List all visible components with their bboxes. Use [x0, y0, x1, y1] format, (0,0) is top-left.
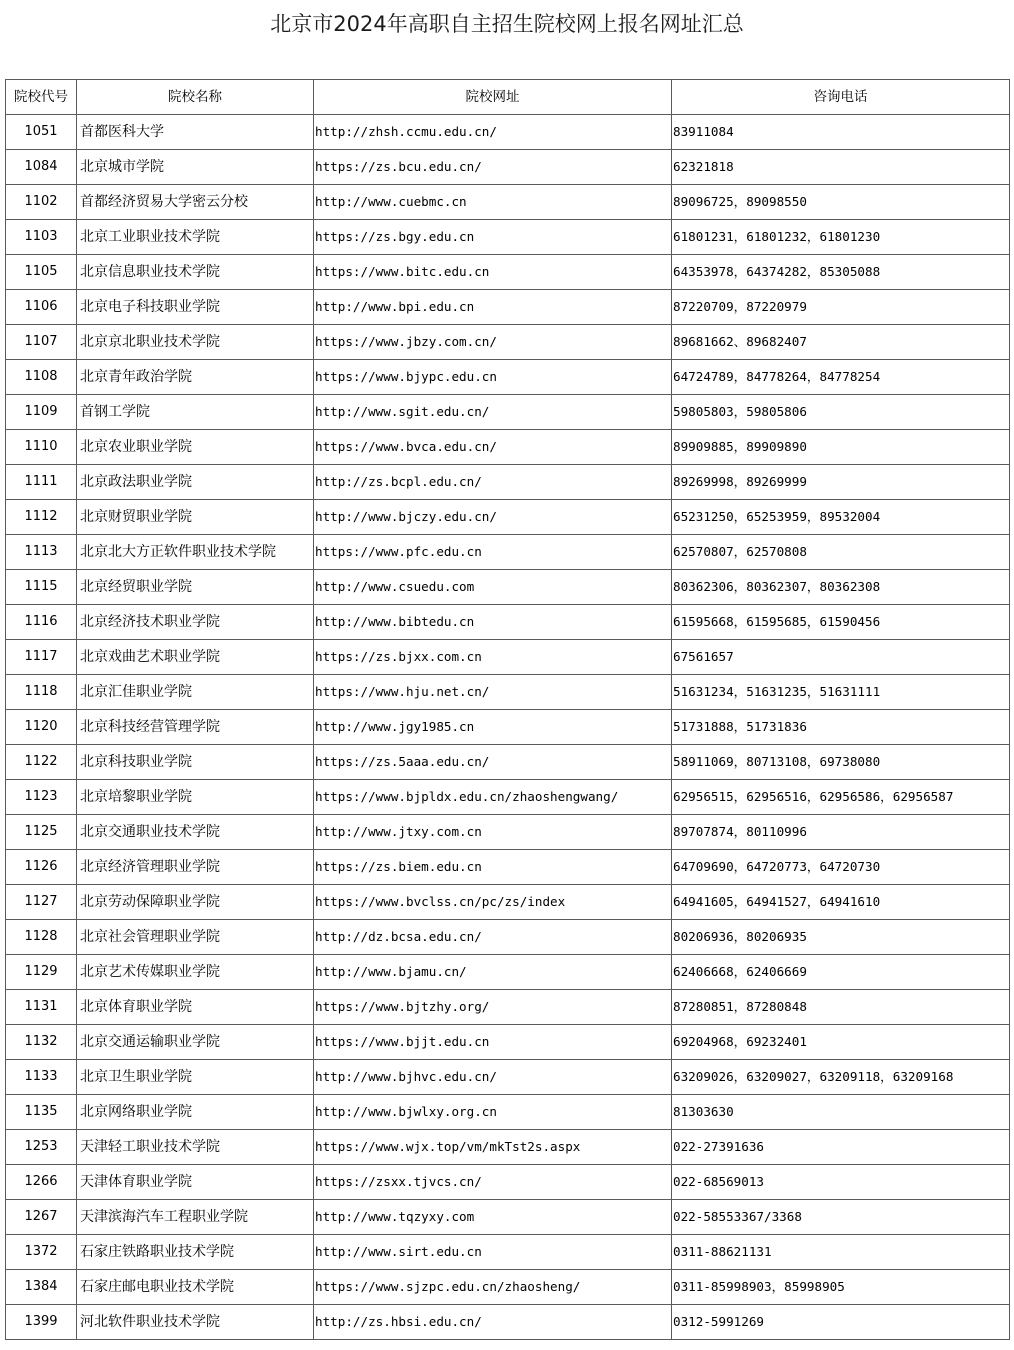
school-name-cell: 北京卫生职业学院 [77, 1060, 314, 1095]
table-row [6, 850, 1010, 885]
table-row [6, 1200, 1010, 1235]
header-code: 院校代号 [6, 80, 77, 115]
table-row [6, 815, 1010, 850]
school-url-link[interactable]: http://zs.hbsi.edu.cn/ [314, 1305, 672, 1340]
table-row [6, 605, 1010, 640]
school-code-cell: 1105 [6, 255, 77, 290]
school-url-link[interactable]: http://www.sirt.edu.cn [314, 1235, 672, 1270]
school-code-cell: 1102 [6, 185, 77, 220]
table-row [6, 1270, 1010, 1305]
phone-cell: 64724789，84778264，84778254 [672, 360, 1010, 395]
school-code-cell: 1113 [6, 535, 77, 570]
school-code-cell: 1103 [6, 220, 77, 255]
school-name-cell: 首钢工学院 [77, 395, 314, 430]
phone-cell: 61595668，61595685，61590456 [672, 605, 1010, 640]
school-url-link[interactable]: https://zsxx.tjvcs.cn/ [314, 1165, 672, 1200]
school-code-cell: 1384 [6, 1270, 77, 1305]
phone-cell: 81303630 [672, 1095, 1010, 1130]
phone-cell: 64353978，64374282，85305088 [672, 255, 1010, 290]
school-url-link[interactable]: https://www.bjypc.edu.cn [314, 360, 672, 395]
school-url-link[interactable]: https://zs.5aaa.edu.cn/ [314, 745, 672, 780]
school-name-cell: 北京汇佳职业学院 [77, 675, 314, 710]
table-row [6, 430, 1010, 465]
school-name-cell: 北京北大方正软件职业技术学院 [77, 535, 314, 570]
phone-cell: 83911084 [672, 115, 1010, 150]
school-url-link[interactable]: https://zs.biem.edu.cn [314, 850, 672, 885]
school-code-cell: 1267 [6, 1200, 77, 1235]
school-name-cell: 北京科技经营管理学院 [77, 710, 314, 745]
school-url-link[interactable]: https://www.bjtzhy.org/ [314, 990, 672, 1025]
school-name-cell: 北京财贸职业学院 [77, 500, 314, 535]
phone-cell: 80206936，80206935 [672, 920, 1010, 955]
school-url-link[interactable]: http://www.csuedu.com [314, 570, 672, 605]
school-name-cell: 河北软件职业技术学院 [77, 1305, 314, 1340]
table-row [6, 920, 1010, 955]
phone-cell: 022-27391636 [672, 1130, 1010, 1165]
phone-cell: 67561657 [672, 640, 1010, 675]
school-code-cell: 1129 [6, 955, 77, 990]
school-code-cell: 1122 [6, 745, 77, 780]
phone-cell: 89096725，89098550 [672, 185, 1010, 220]
school-name-cell: 北京培黎职业学院 [77, 780, 314, 815]
phone-cell: 87280851，87280848 [672, 990, 1010, 1025]
school-name-cell: 北京科技职业学院 [77, 745, 314, 780]
school-code-cell: 1399 [6, 1305, 77, 1340]
school-code-cell: 1109 [6, 395, 77, 430]
page-title: 北京市2024年高职自主招生院校网上报名网址汇总 [270, 12, 744, 36]
school-name-cell: 首都医科大学 [77, 115, 314, 150]
school-name-cell: 北京经贸职业学院 [77, 570, 314, 605]
header-name: 院校名称 [77, 80, 314, 115]
table-row [6, 1130, 1010, 1165]
school-name-cell: 北京城市学院 [77, 150, 314, 185]
phone-cell: 58911069，80713108，69738080 [672, 745, 1010, 780]
school-code-cell: 1110 [6, 430, 77, 465]
phone-cell: 022-68569013 [672, 1165, 1010, 1200]
phone-cell: 64941605，64941527，64941610 [672, 885, 1010, 920]
phone-cell: 0311-85998903，85998905 [672, 1270, 1010, 1305]
school-code-cell: 1132 [6, 1025, 77, 1060]
school-code-cell: 1266 [6, 1165, 77, 1200]
school-code-cell: 1111 [6, 465, 77, 500]
school-name-cell: 北京网络职业学院 [77, 1095, 314, 1130]
school-name-cell: 天津滨海汽车工程职业学院 [77, 1200, 314, 1235]
table-row [6, 465, 1010, 500]
school-name-cell: 北京经济管理职业学院 [77, 850, 314, 885]
table-row [6, 780, 1010, 815]
phone-cell: 62570807，62570808 [672, 535, 1010, 570]
table-row [6, 990, 1010, 1025]
schools-table [5, 79, 1010, 1340]
school-url-link[interactable]: http://www.cuebmc.cn [314, 185, 672, 220]
table-row [6, 570, 1010, 605]
school-name-cell: 石家庄铁路职业技术学院 [77, 1235, 314, 1270]
school-url-link[interactable]: https://www.bjjt.edu.cn [314, 1025, 672, 1060]
school-url-link[interactable]: https://www.sjzpc.edu.cn/zhaosheng/ [314, 1270, 672, 1305]
school-url-link[interactable]: http://zhsh.ccmu.edu.cn/ [314, 115, 672, 150]
school-code-cell: 1120 [6, 710, 77, 745]
school-code-cell: 1123 [6, 780, 77, 815]
school-url-link[interactable]: https://www.pfc.edu.cn [314, 535, 672, 570]
school-url-link[interactable]: https://www.jbzy.com.cn/ [314, 325, 672, 360]
phone-cell: 89707874，80110996 [672, 815, 1010, 850]
table-row [6, 1060, 1010, 1095]
phone-cell: 87220709，87220979 [672, 290, 1010, 325]
table-row [6, 185, 1010, 220]
school-url-link[interactable]: http://www.bibtedu.cn [314, 605, 672, 640]
table-row [6, 535, 1010, 570]
school-url-link[interactable]: https://www.bitc.edu.cn [314, 255, 672, 290]
phone-cell: 89909885，89909890 [672, 430, 1010, 465]
school-code-cell: 1106 [6, 290, 77, 325]
school-code-cell: 1117 [6, 640, 77, 675]
school-url-link[interactable]: https://www.hju.net.cn/ [314, 675, 672, 710]
phone-cell: 80362306，80362307，80362308 [672, 570, 1010, 605]
table-row [6, 1095, 1010, 1130]
table-row [6, 640, 1010, 675]
school-code-cell: 1372 [6, 1235, 77, 1270]
school-url-link[interactable]: https://zs.bjxx.com.cn [314, 640, 672, 675]
table-row [6, 885, 1010, 920]
school-url-link[interactable]: https://zs.bcu.edu.cn/ [314, 150, 672, 185]
school-name-cell: 北京体育职业学院 [77, 990, 314, 1025]
school-code-cell: 1108 [6, 360, 77, 395]
table-row [6, 1235, 1010, 1270]
school-name-cell: 北京政法职业学院 [77, 465, 314, 500]
school-code-cell: 1125 [6, 815, 77, 850]
school-name-cell: 北京社会管理职业学院 [77, 920, 314, 955]
school-url-link[interactable]: https://zs.bgy.edu.cn [314, 220, 672, 255]
table-row [6, 955, 1010, 990]
table-row [6, 150, 1010, 185]
phone-cell: 89269998，89269999 [672, 465, 1010, 500]
table-row [6, 500, 1010, 535]
school-url-link[interactable]: http://www.tqzyxy.com [314, 1200, 672, 1235]
school-name-cell: 北京戏曲艺术职业学院 [77, 640, 314, 675]
school-name-cell: 北京经济技术职业学院 [77, 605, 314, 640]
school-name-cell: 天津体育职业学院 [77, 1165, 314, 1200]
school-name-cell: 北京信息职业技术学院 [77, 255, 314, 290]
table-row [6, 1305, 1010, 1340]
header-phone: 咨询电话 [672, 80, 1010, 115]
phone-cell: 51631234，51631235，51631111 [672, 675, 1010, 710]
school-name-cell: 北京交通职业技术学院 [77, 815, 314, 850]
school-code-cell: 1128 [6, 920, 77, 955]
school-url-link[interactable]: http://dz.bcsa.edu.cn/ [314, 920, 672, 955]
phone-cell: 62321818 [672, 150, 1010, 185]
phone-cell: 64709690，64720773，64720730 [672, 850, 1010, 885]
phone-cell: 69204968，69232401 [672, 1025, 1010, 1060]
school-name-cell: 首都经济贸易大学密云分校 [77, 185, 314, 220]
school-url-link[interactable]: http://www.bjwlxy.org.cn [314, 1095, 672, 1130]
phone-cell: 62406668，62406669 [672, 955, 1010, 990]
school-code-cell: 1116 [6, 605, 77, 640]
table-row [6, 360, 1010, 395]
school-code-cell: 1084 [6, 150, 77, 185]
school-url-link[interactable]: http://www.jgy1985.cn [314, 710, 672, 745]
school-code-cell: 1112 [6, 500, 77, 535]
table-body [6, 115, 1010, 1340]
phone-cell: 65231250，65253959，89532004 [672, 500, 1010, 535]
school-url-link[interactable]: http://www.bjamu.cn/ [314, 955, 672, 990]
school-name-cell: 北京青年政治学院 [77, 360, 314, 395]
school-name-cell: 北京劳动保障职业学院 [77, 885, 314, 920]
school-url-link[interactable]: https://www.bvca.edu.cn/ [314, 430, 672, 465]
phone-cell: 022-58553367/3368 [672, 1200, 1010, 1235]
school-url-link[interactable]: https://www.bjpldx.edu.cn/zhaoshengwang/ [314, 780, 672, 815]
school-name-cell: 北京交通运输职业学院 [77, 1025, 314, 1060]
header-url: 院校网址 [314, 80, 672, 115]
phone-cell: 63209026，63209027，63209118，63209168 [672, 1060, 1010, 1095]
school-name-cell: 北京农业职业学院 [77, 430, 314, 465]
table-row [6, 1165, 1010, 1200]
school-url-link[interactable]: https://www.wjx.top/vm/mkTst2s.aspx [314, 1130, 672, 1165]
school-name-cell: 北京工业职业技术学院 [77, 220, 314, 255]
phone-cell: 0312-5991269 [672, 1305, 1010, 1340]
school-url-link[interactable]: http://www.bpi.edu.cn [314, 290, 672, 325]
table-row [6, 220, 1010, 255]
phone-cell: 61801231，61801232，61801230 [672, 220, 1010, 255]
school-code-cell: 1115 [6, 570, 77, 605]
phone-cell: 51731888，51731836 [672, 710, 1010, 745]
table-row [6, 745, 1010, 780]
school-code-cell: 1107 [6, 325, 77, 360]
table-row [6, 675, 1010, 710]
school-code-cell: 1118 [6, 675, 77, 710]
school-url-link[interactable]: http://zs.bcpl.edu.cn/ [314, 465, 672, 500]
table-row [6, 710, 1010, 745]
school-name-cell: 北京艺术传媒职业学院 [77, 955, 314, 990]
phone-cell: 0311-88621131 [672, 1235, 1010, 1270]
school-code-cell: 1051 [6, 115, 77, 150]
school-name-cell: 石家庄邮电职业技术学院 [77, 1270, 314, 1305]
school-name-cell: 北京电子科技职业学院 [77, 290, 314, 325]
school-code-cell: 1126 [6, 850, 77, 885]
table-row [6, 325, 1010, 360]
table-row [6, 290, 1010, 325]
phone-cell: 89681662、89682407 [672, 325, 1010, 360]
table-row [6, 255, 1010, 290]
school-code-cell: 1131 [6, 990, 77, 1025]
table-row [6, 395, 1010, 430]
school-code-cell: 1253 [6, 1130, 77, 1165]
school-name-cell: 北京京北职业技术学院 [77, 325, 314, 360]
school-url-link[interactable]: http://www.bjhvc.edu.cn/ [314, 1060, 672, 1095]
phone-cell: 59805803，59805806 [672, 395, 1010, 430]
school-code-cell: 1135 [6, 1095, 77, 1130]
school-url-link[interactable]: http://www.jtxy.com.cn [314, 815, 672, 850]
table-header-row [6, 80, 1010, 115]
school-name-cell: 天津轻工职业技术学院 [77, 1130, 314, 1165]
school-url-link[interactable]: http://www.bjczy.edu.cn/ [314, 500, 672, 535]
school-url-link[interactable]: http://www.sgit.edu.cn/ [314, 395, 672, 430]
school-code-cell: 1127 [6, 885, 77, 920]
school-code-cell: 1133 [6, 1060, 77, 1095]
school-url-link[interactable]: https://www.bvclss.cn/pc/zs/index [314, 885, 672, 920]
table-row [6, 1025, 1010, 1060]
phone-cell: 62956515，62956516，62956586，62956587 [672, 780, 1010, 815]
table-row [6, 115, 1010, 150]
